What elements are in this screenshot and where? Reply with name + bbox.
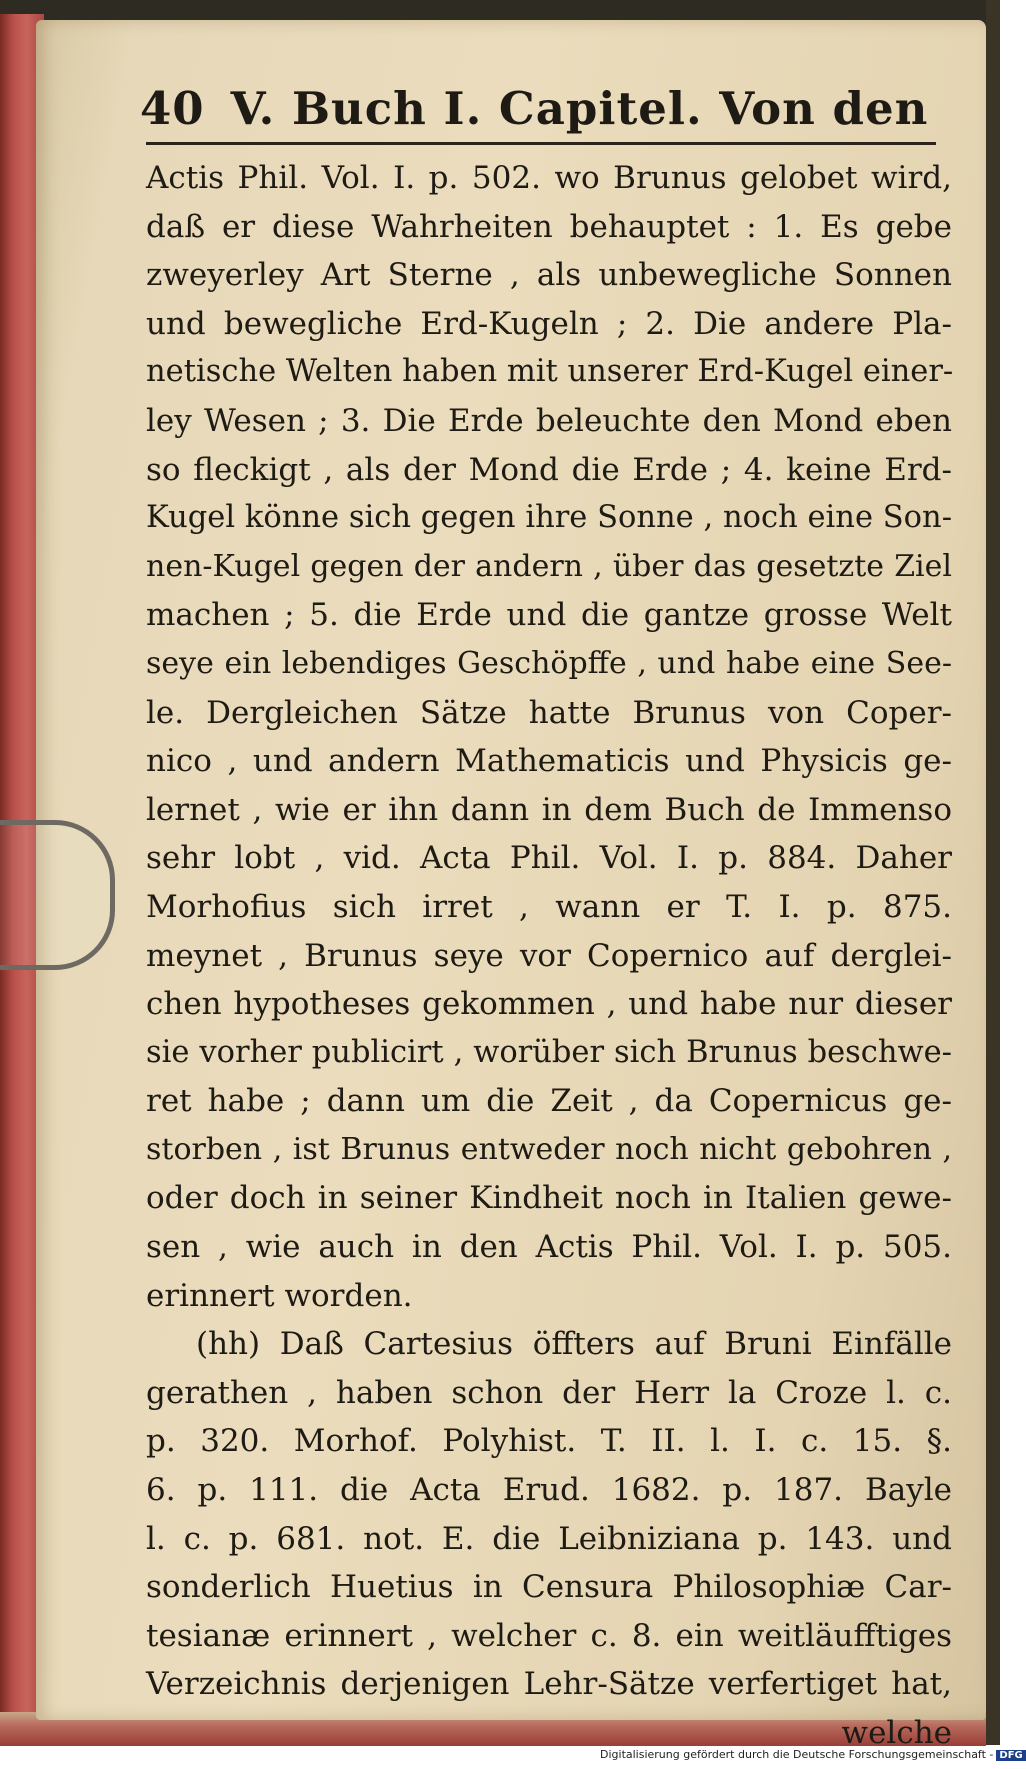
scan-background-right xyxy=(986,0,1000,1745)
footnote-start-line: (hh) Daß Cartesius öffters auf Bruni Einfälle xyxy=(196,1326,952,1363)
text-line: Actis Phil. Vol. I. p. 502. wo Brunus gelobet wird, xyxy=(146,160,952,196)
text-line: le. Dergleichen Sätze hatte Brunus von Coper- xyxy=(146,694,952,731)
text-line: sen , wie auch in den Actis Phil. Vol. I. p. 505. xyxy=(146,1229,952,1266)
credit-text: Digitalisierung gefördert durch die Deutsche Forschungsgemeinschaft - xyxy=(600,1748,994,1761)
text-line: meynet , Brunus seye vor Copernico auf derglei- xyxy=(146,937,952,974)
header-rule xyxy=(146,142,936,145)
body-text xyxy=(146,154,952,1758)
text-line: erinnert worden. xyxy=(146,1277,413,1314)
running-head xyxy=(140,82,940,135)
text-line: Kugel könne sich gegen ihre Sonne , noch eine Son- xyxy=(146,500,952,536)
text-line: nen-Kugel gegen der andern , über das gesetzte Ziel xyxy=(146,548,952,584)
catchword: welche xyxy=(841,1715,952,1751)
text-line: oder doch in seiner Kindheit noch in Italien gewe- xyxy=(146,1180,952,1217)
text-line: sonderlich Huetius in Censura Philosophiæ Car- xyxy=(146,1569,952,1606)
text-line: ret habe ; dann um die Zeit , da Copernicus ge- xyxy=(146,1083,952,1120)
text-line: tesianæ erinnert , welcher c. 8. ein weitläufftiges xyxy=(146,1617,952,1654)
text-line: und bewegliche Erd-Kugeln ; 2. Die andere Pla- xyxy=(146,305,952,342)
text-line: so fleckigt , als der Mond die Erde ; 4. keine Erd- xyxy=(146,451,952,488)
text-line: sehr lobt , vid. Acta Phil. Vol. I. p. 884. Daher xyxy=(146,840,952,877)
text-line: nico , und andern Mathematicis und Physicis ge- xyxy=(146,743,952,780)
text-line: l. c. p. 681. not. E. die Leibniziana p. 143. und xyxy=(146,1520,952,1557)
text-line: 6. p. 111. die Acta Erud. 1682. p. 187. Bayle xyxy=(146,1472,952,1509)
text-line: ley Wesen ; 3. Die Erde beleuchte den Mond eben xyxy=(146,402,952,439)
digitization-credit xyxy=(600,1748,1023,1761)
text-line: seye ein lebendiges Geschöpffe , und habe eine See- xyxy=(146,645,952,681)
text-line: p. 320. Morhof. Polyhist. T. II. l. I. c. 15. §. xyxy=(146,1423,952,1460)
text-line: machen ; 5. die Erde und die gantze grosse Welt xyxy=(146,597,952,634)
text-line: chen hypotheses gekommen , und habe nur dieser xyxy=(146,986,952,1023)
text-line: Morhofius sich irret , wann er T. I. p. 875. xyxy=(146,888,952,925)
text-line: netische Welten haben mit unserer Erd-Kugel einer- xyxy=(146,354,954,390)
text-line: gerathen , haben schon der Herr la Croze l. c. xyxy=(146,1374,952,1411)
chapter-title: V. Buch I. Capitel. Von den xyxy=(230,82,929,135)
text-line: zweyerley Art Sterne , als unbewegliche Sonnen xyxy=(146,257,952,294)
text-line: Verzeichnis derjenigen Lehr-Sätze verfertiget hat, xyxy=(146,1666,952,1703)
page-number: 40 xyxy=(140,82,205,135)
page-clip xyxy=(0,820,115,970)
text-line: daß er diese Wahrheiten behauptet : 1. Es gebe xyxy=(146,208,952,245)
text-line: storben , ist Brunus entweder noch nicht gebohren , xyxy=(146,1131,952,1167)
text-line: lernet , wie er ihn dann in dem Buch de Immenso xyxy=(146,791,952,828)
text-line: sie vorher publicirt , worüber sich Brunus beschwe- xyxy=(146,1034,952,1070)
dfg-logo: DFG xyxy=(996,1750,1025,1761)
